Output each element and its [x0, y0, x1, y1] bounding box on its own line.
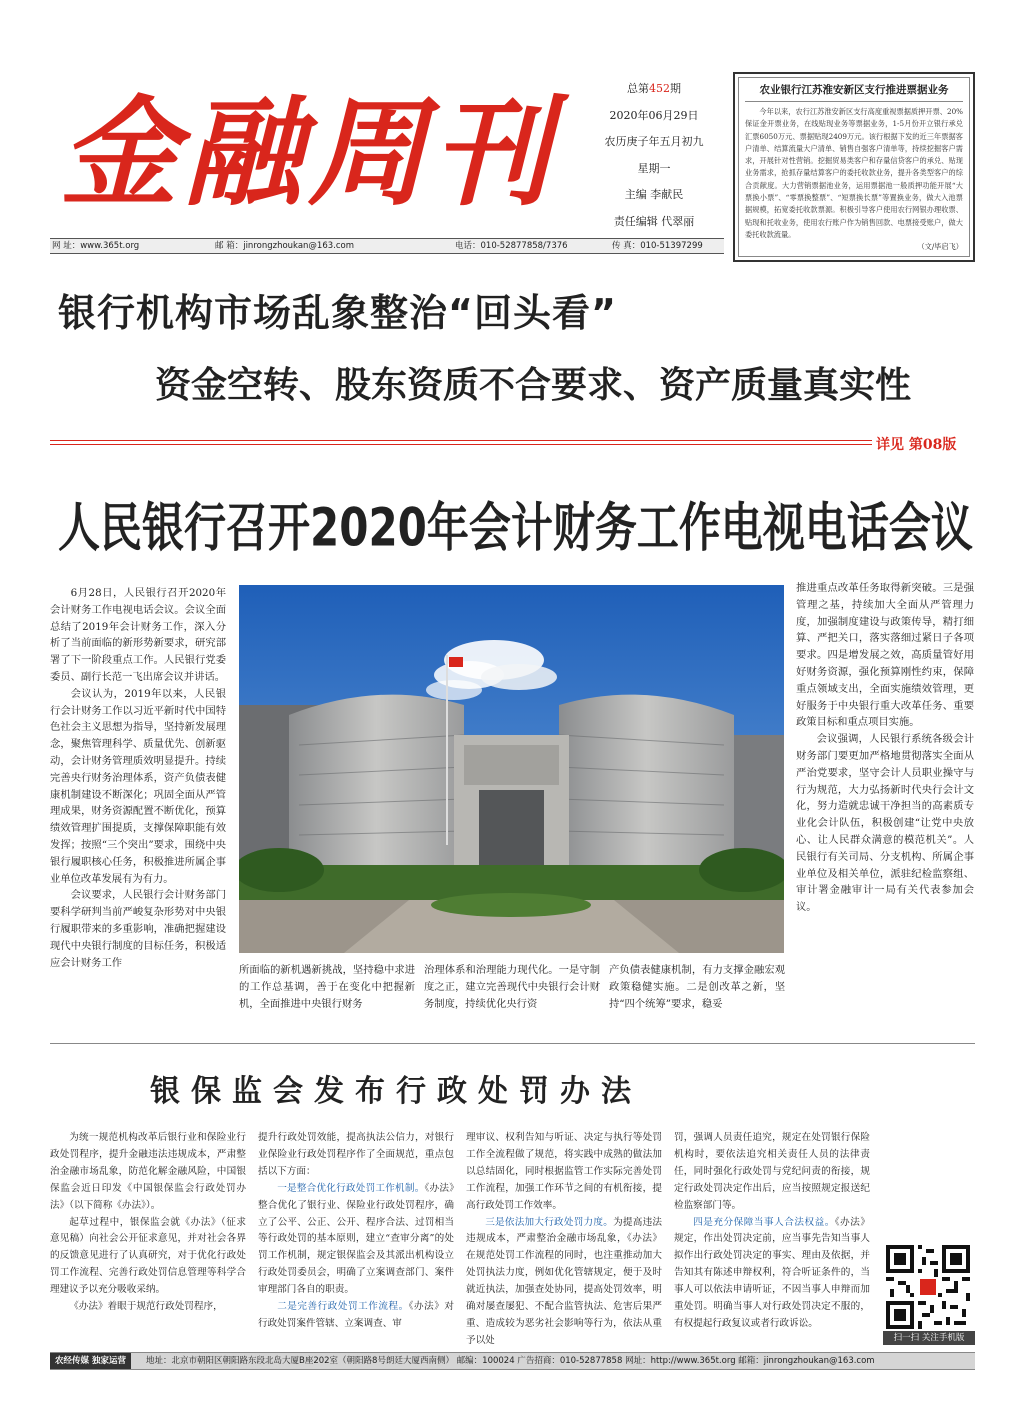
article1-paragraph: 推进重点改革任务取得新突破。三是强管理之基，持续加大全面从严管理力度，加强制度建设与政策传导，精打细算、严把关口，落实落细过紧日子各项要求。四是增发展之效，高质量管好用好财务资源，强化预算刚性约束，保障重点领域支出，全面实施绩效管理，更好服务于中央银行重大改革任务、重要政策目标和重点项目实施。 [796, 582, 974, 729]
headline-2[interactable]: 资金空转、股东资质不合要求、资产质量真实性 [155, 365, 912, 406]
sidebar-title: 农业银行江苏淮安新区支行推进票据业务 [745, 82, 963, 102]
headline-divider [50, 440, 872, 441]
contact-phone: 电话：010-52877858/7376 [455, 241, 568, 251]
section-divider [50, 1043, 975, 1044]
article1-paragraph: 会议强调，人民银行系统各级会计财务部门要更加严格地贯彻落实全面从严治党要求，坚守会计人员职业操守与行为规范，大力弘扬新时代央行会计文化，努力造就忠诚干净担当的高素质专业化会计队伍，积极创建“让党中央放心、让人民群众满意的模范机关”。人民银行有关司局、分支机构、所属企事业单位及相关单位，派驻纪检监察组、审计署金融审计一局有关代表参加会议。 [796, 733, 974, 914]
footer-brand: 农经传媒 独家运营 [50, 1353, 131, 1369]
sidebar-author: （文/毕启飞） [917, 242, 963, 252]
sidebar-body: 今年以来，农行江苏淮安新区支行高度重视票据质押开票、20%保证金开票业务，在线贴现业务等票据业务，1-5月份开立银行承兑汇票6050万元、票据贴现2409万元。该行根据下发的近三年票据客户清单、结算流量大户清单、销售自强客户清单等，持续挖掘客户需求，开展针对性营销。挖掘贸易类客户和存量信贷客户的承兑、贴现业务需求，抢抓存量结算客户的委托收款业务，提升各类型客户的综合贡献度。大力营销票据池业务，运用票据池一般质押功能开展“大票换小票”、“零票换整票”、“短票换长票”等置换业务，做大入池票据规模，拓宽委托收款票源。积极引导客户使用农行网银办理收票、贴现和托收业务，使用农行账户作为销售回款、电票接受账户，做大委托收款流量。 [745, 107, 963, 239]
article2-paragraph: 三是依法加大行政处罚力度。为提高违法违规成本，严肃整治金融市场乱象，《办法》在规范处罚工作流程的同时，也注重推动加大处罚执法力度，例如优化管辖规定，便于及时就近执法，加强查处协同，提高处罚效率，明确对屡查屡犯、不配合监管执法、危害后果严重、造成较为恶劣社会影响等行为，依法从重予以处 [466, 1216, 663, 1346]
qr-caption: 扫一扫 关注手机版 [883, 1331, 975, 1345]
contact-email: 邮 箱：jinrongzhoukan@163.com [215, 241, 354, 251]
article1-column-5 [796, 580, 974, 916]
article1-paragraph: 治理体系和治理能力现代化。一是守制度之正，建立完善现代中央银行会计财务制度，持续优化央行资 [424, 964, 600, 1010]
issue-date: 2020年06月29日 [609, 108, 699, 122]
contact-bar [50, 238, 724, 254]
article1-paragraph: 会议要求，人民银行会计财务部门要科学研判当前严峻复杂形势对中央银行履职带来的多重影响，准确把握建设现代中央银行制度的目标任务，积极适应会计财务工作 [50, 889, 226, 969]
qr-code-icon [886, 1245, 970, 1329]
article1-paragraph: 会议认为，2019年以来，人民银行会计财务工作以习近平新时代中国特色社会主义思想为指导，坚持新发展理念，聚焦管理科学、质量优先、创新驱动，会计财务管理质效明显提升。持续完善央行财务治理体系，资产负债表健康机制建设不断深化；巩固全面从严管理成果，财务资源配置不断优化，预算绩效管理扩围提质，支撑保障职能有效发挥；按照“三个突出”要求，围绕中央银行履职核心任务，积极推进所属企事业单位改革发展有为有力。 [50, 687, 226, 885]
article2-subheading: 三是依法加大行政处罚力度。 [485, 1216, 614, 1228]
masthead-title: 金融周刊 [60, 83, 557, 222]
pboc-building-image [239, 585, 784, 953]
footer-bar [50, 1352, 975, 1370]
article1-column-4 [609, 962, 785, 1012]
article2-column-3 [466, 1130, 662, 1350]
qr-code[interactable] [886, 1245, 970, 1329]
article2-paragraph: 理审议、权利告知与听证、决定与执行等处罚工作全流程做了规范，将实践中成熟的做法加以总结固化，同时根据监管工作实际完善处罚工作流程，加强工作环节之间的有机衔接，提高行政处罚工作效率。 [466, 1132, 662, 1211]
article2-subheading: 二是完善行政处罚工作流程。 [277, 1301, 409, 1313]
pboc-building-photo [239, 585, 784, 953]
article2-paragraph: 提升行政处罚效能，提高执法公信力，对银行业保险业行政处罚程序作了全面规范，重点包括以下方面： [258, 1132, 454, 1177]
article2-paragraph: 罚，强调人员责任追究，规定在处罚银行保险机构时，要依法追究相关责任人员的法律责任，同时强化行政处罚与党纪问责的衔接，规定行政处罚决定作出后，应当按照规定报送纪检监察部门等。 [674, 1132, 870, 1211]
article2-paragraph: 一是整合优化行政处罚工作机制。《办法》整合优化了银行业、保险业行政处罚程序，确立了公平、公正、公开、程序合法、过罚相当等行政处罚的基本原则，建立“查审分离”的处罚工作机制，规定银保监会及其派出机构设立行政处罚委员会，明确了立案调查部门、案件审理部门各自的职责。 [258, 1182, 454, 1296]
article2-headline[interactable]: 银保监会发布行政处罚办法 [150, 1074, 642, 1109]
see-page-link[interactable]: 详见 第08版 [876, 437, 957, 453]
article2-subheading: 四是充分保障当事人合法权益。 [693, 1216, 835, 1228]
article1-column-3 [424, 962, 600, 1012]
lunar-date: 农历庚子年五月初九 [604, 135, 704, 149]
article2-subheading: 一是整合优化行政处罚工作机制。 [277, 1182, 425, 1194]
article1-paragraph: 6月28日，人民银行召开2020年会计财务工作电视电话会议。会议全面总结了2019年会计财务工作，深入分析了当前面临的新形势新要求，研究部署了下一阶段重点工作。人民银行党委委员、副行长范一飞出席会议并讲话。 [50, 587, 226, 683]
headline-divider-2 [50, 444, 872, 445]
footer-address: 地址：北京市朝阳区朝阳路东段北岛大厦B座202室（朝阳路8号朗廷大厦西南侧） 邮编：100024 广告招商：010-52877858 网址：http://www.365t.org 邮箱：jinrongzhoukan@163.com [146, 1356, 875, 1366]
main-headline[interactable]: 人民银行召开2020年会计财务工作电视电话会议 [58, 496, 973, 558]
article1-column-1 [50, 585, 226, 971]
issue-number: 总第452期 [627, 82, 681, 95]
issue-info [583, 76, 725, 236]
article2-paragraph: 二是完善行政处罚工作流程。《办法》对行政处罚案件管辖、立案调查、审 [258, 1301, 455, 1329]
article2-paragraph: 为统一规范机构改革后银行业和保险业行政处罚程序，提升金融违法违规成本，严肃整治金融市场乱象，防范化解金融风险，中国银保监会近日印发《中国银保监会行政处罚办法》（以下简称《办法》）。 [50, 1132, 246, 1211]
article2-paragraph: 起草过程中，银保监会就《办法》（征求意见稿）向社会公开征求意见，并对社会各界的反馈意见进行了认真研究，对于优化行政处罚工作流程、完善行政处罚信息管理等科学合理建议予以充分吸收采纳。 [50, 1216, 246, 1296]
article2-paragraph: 四是充分保障当事人合法权益。《办法》规定，作出处罚决定前，应当事先告知当事人拟作出行政处罚决定的事实、理由及依据，并告知其有陈述申辩权利，符合听证条件的，当事人可以依法申请听证，不因当事人申辩而加重处罚。明确当事人对行政处罚决定不服的，有权提起行政复议或者行政诉讼。 [674, 1216, 871, 1329]
article2-column-4 [674, 1130, 870, 1333]
article1-paragraph: 所面临的新机遇新挑战，坚持稳中求进的工作总基调，善于在变化中把握新机，全面推进中央银行财务 [239, 964, 415, 1010]
article2-column-1 [50, 1130, 246, 1316]
article1-column-2 [239, 962, 415, 1012]
article1-paragraph: 产负债表健康机制，有力支撑金融宏观政策稳健实施。二是创改革之新，坚持“四个统筹”要求，稳妥 [609, 964, 785, 1010]
responsible-editor: 责任编辑 代翠丽 [613, 214, 695, 228]
editor-in-chief: 主编 李献民 [624, 188, 684, 202]
article2-paragraph: 《办法》着眼于规范行政处罚程序， [69, 1301, 223, 1313]
sidebar-news-box [733, 72, 975, 262]
weekday: 星期一 [637, 161, 671, 175]
article2-column-2 [258, 1130, 454, 1333]
headline-1[interactable]: 银行机构市场乱象整治“回头看” [58, 291, 617, 335]
contact-website: 网 址：www.365t.org [52, 241, 140, 251]
contact-fax: 传 真：010-51397299 [612, 241, 703, 251]
